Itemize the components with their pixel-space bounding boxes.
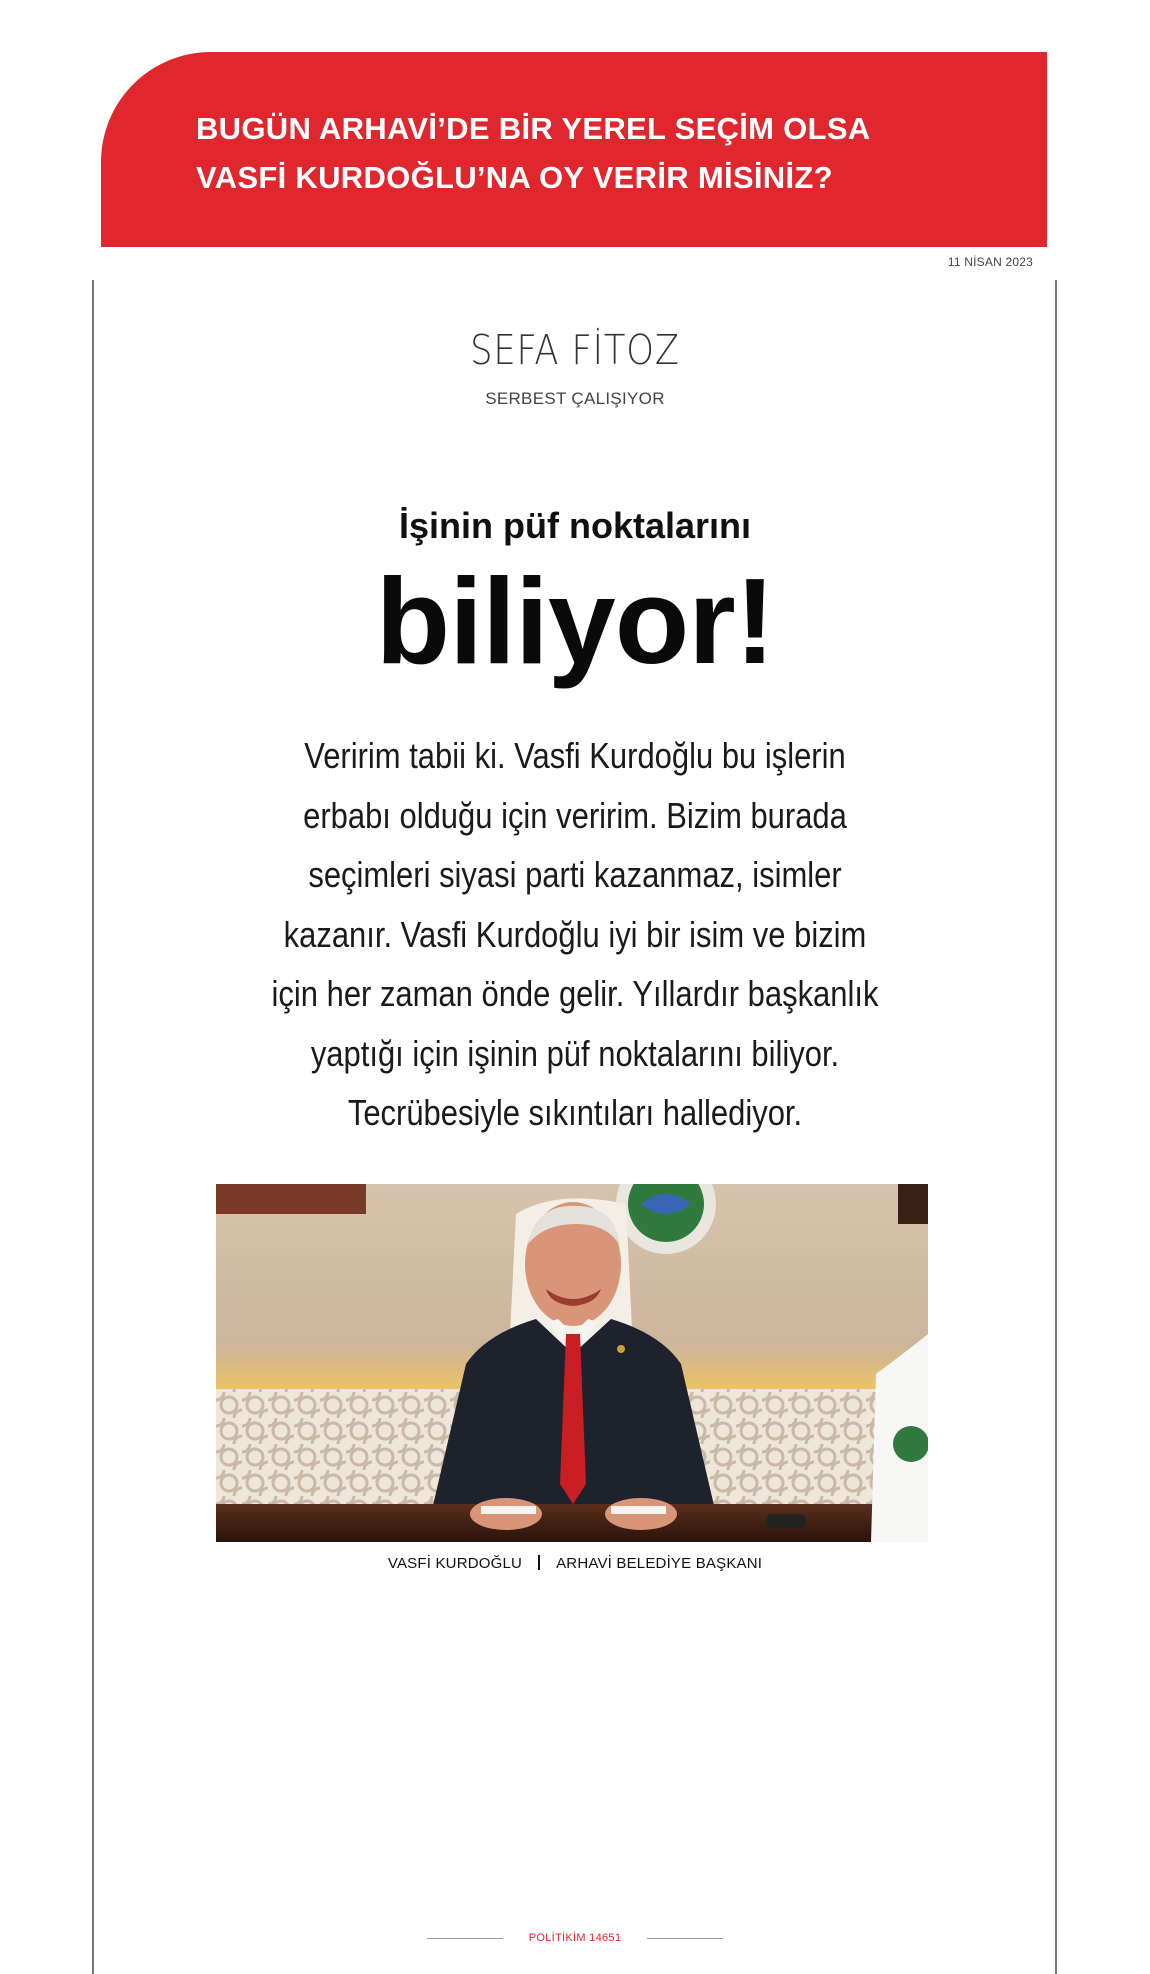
title-line-1: BUGÜN ARHAVİ’DE BİR YEREL SEÇİM OLSA	[196, 111, 871, 146]
page-footer	[0, 1932, 1150, 1944]
headline-main: biliyor!	[375, 553, 775, 689]
portrait-photo	[216, 1184, 928, 1542]
title-line-2: VASFİ KURDOĞLU’NA OY VERİR MİSİNİZ?	[196, 160, 833, 195]
header-banner	[101, 52, 1047, 247]
author-role: SERBEST ÇALIŞIYOR	[485, 389, 665, 408]
caption-name: VASFİ KURDOĞLU	[387, 1555, 523, 1572]
photo-caption	[0, 1555, 1150, 1572]
article-body: Veririm tabii ki. Vasfi Kurdoğlu bu işlerin erbabı olduğu için veririm. Bizim burada seçimleri siyasi parti kazanmaz, isimler kazanır. Vasfi Kurdoğlu iyi bir isim ve bizim için her zaman önde gelir. Yıllardır başkanlık yaptığı için işinin püf noktalarını biliyor. Tecrübesiyle sıkıntıları hallediyor.	[271, 735, 879, 1133]
headline-kicker: İşinin püf noktalarını	[398, 505, 752, 546]
caption-title: ARHAVİ BELEDİYE BAŞKANI	[556, 1555, 763, 1572]
page-title	[196, 104, 1016, 202]
author-name: SEFA FİTOZ	[470, 326, 680, 374]
publish-date: 11 NİSAN 2023	[947, 255, 1033, 269]
footer-rule-right	[647, 1938, 723, 1939]
footer-rule-left	[427, 1938, 503, 1939]
footer-label: POLİTİKİM 14651	[528, 1932, 622, 1944]
caption-separator	[538, 1555, 540, 1570]
